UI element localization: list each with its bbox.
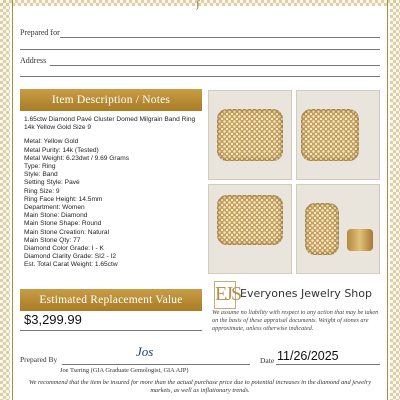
ring-photo-front: [208, 90, 292, 180]
item-detail-line: Ring Size: 9: [24, 187, 60, 195]
item-detail-line: Diamond Clarity Grade: SI2 - I2: [24, 253, 116, 261]
address-line[interactable]: [50, 65, 380, 66]
item-details-list: [20, 138, 202, 269]
item-detail-line: Metal: Yellow Gold: [24, 138, 79, 146]
item-detail-line: Metal Weight: 6.23dwt / 9.69 Grams: [24, 154, 130, 162]
replacement-value-line: [20, 330, 202, 331]
item-detail-line: Est. Total Carat Weight: 1.65ctw: [24, 261, 118, 269]
date-value: 11/26/2025: [277, 349, 339, 363]
item-detail-line: Department: Women: [24, 204, 85, 212]
decorative-border-left: [0, 0, 10, 400]
shop-name: Everyones Jewelry Shop: [240, 287, 372, 300]
item-detail-line: Main Stone Qty: 77: [24, 236, 81, 244]
signature: Jos: [136, 344, 154, 359]
photo-grid: [208, 90, 380, 274]
item-detail-line: Main Stone: Diamond: [24, 212, 88, 220]
replacement-value-header: Estimated Replacement Value: [20, 289, 202, 311]
item-detail-line: Ring Face Height: 14.5mm: [24, 195, 103, 203]
ring-photo-side: [296, 184, 380, 274]
address-label: Address: [20, 56, 47, 65]
prepared-for-label: Prepared for: [20, 28, 60, 37]
ring-photo-top: [208, 184, 292, 274]
item-detail-line: Diamond Color Grade: I - K: [24, 245, 104, 253]
insurance-note: We recommend that the item be insured for more than the actual purchase price due to potential increases in the diamond and jewelry markets, as well as inflationary trends.: [28, 379, 372, 394]
shop-logo-icon: EJS: [214, 281, 236, 309]
item-description: [20, 113, 202, 288]
decorative-border-right: [390, 0, 400, 400]
item-detail-line: Main Stone Creation: Natural: [24, 228, 110, 236]
item-detail-line: Metal Purity: 14k (Tested): [24, 146, 99, 154]
prepared-for-line-2[interactable]: [20, 49, 380, 50]
top-ornament-icon: ʃ: [196, 0, 200, 10]
liability-disclaimer: We assume no liability with respect to any action that may be taken on the basis of these appraisal documents. Weight of stones are approximate, unless otherwise indicated.: [212, 309, 379, 332]
prepared-for-line[interactable]: [60, 37, 380, 38]
item-detail-line: Setting Style: Pavé: [24, 179, 80, 187]
item-detail-line: Style: Band: [24, 171, 58, 179]
replacement-value: $3,299.99: [24, 312, 82, 327]
item-detail-line: Type: Ring: [24, 163, 56, 171]
signature-line[interactable]: [62, 364, 250, 365]
date-line[interactable]: [276, 364, 380, 365]
address-line-2[interactable]: [20, 76, 380, 77]
item-detail-line: Main Stone Shape: Round: [24, 220, 102, 228]
gemologist-name: Joe Tsering (GIA Graduate Gemologist, GIA AJP): [60, 367, 189, 374]
item-title: 1.65ctw Diamond Pavé Cluster Domed Milgrain Band Ring 14k Yellow Gold Size 9: [24, 116, 196, 132]
date-label: Date: [260, 356, 275, 365]
prepared-by-label: Prepared By: [20, 355, 58, 364]
ring-photo-angle: [296, 90, 380, 180]
item-description-header: Item Description / Notes: [20, 89, 202, 111]
